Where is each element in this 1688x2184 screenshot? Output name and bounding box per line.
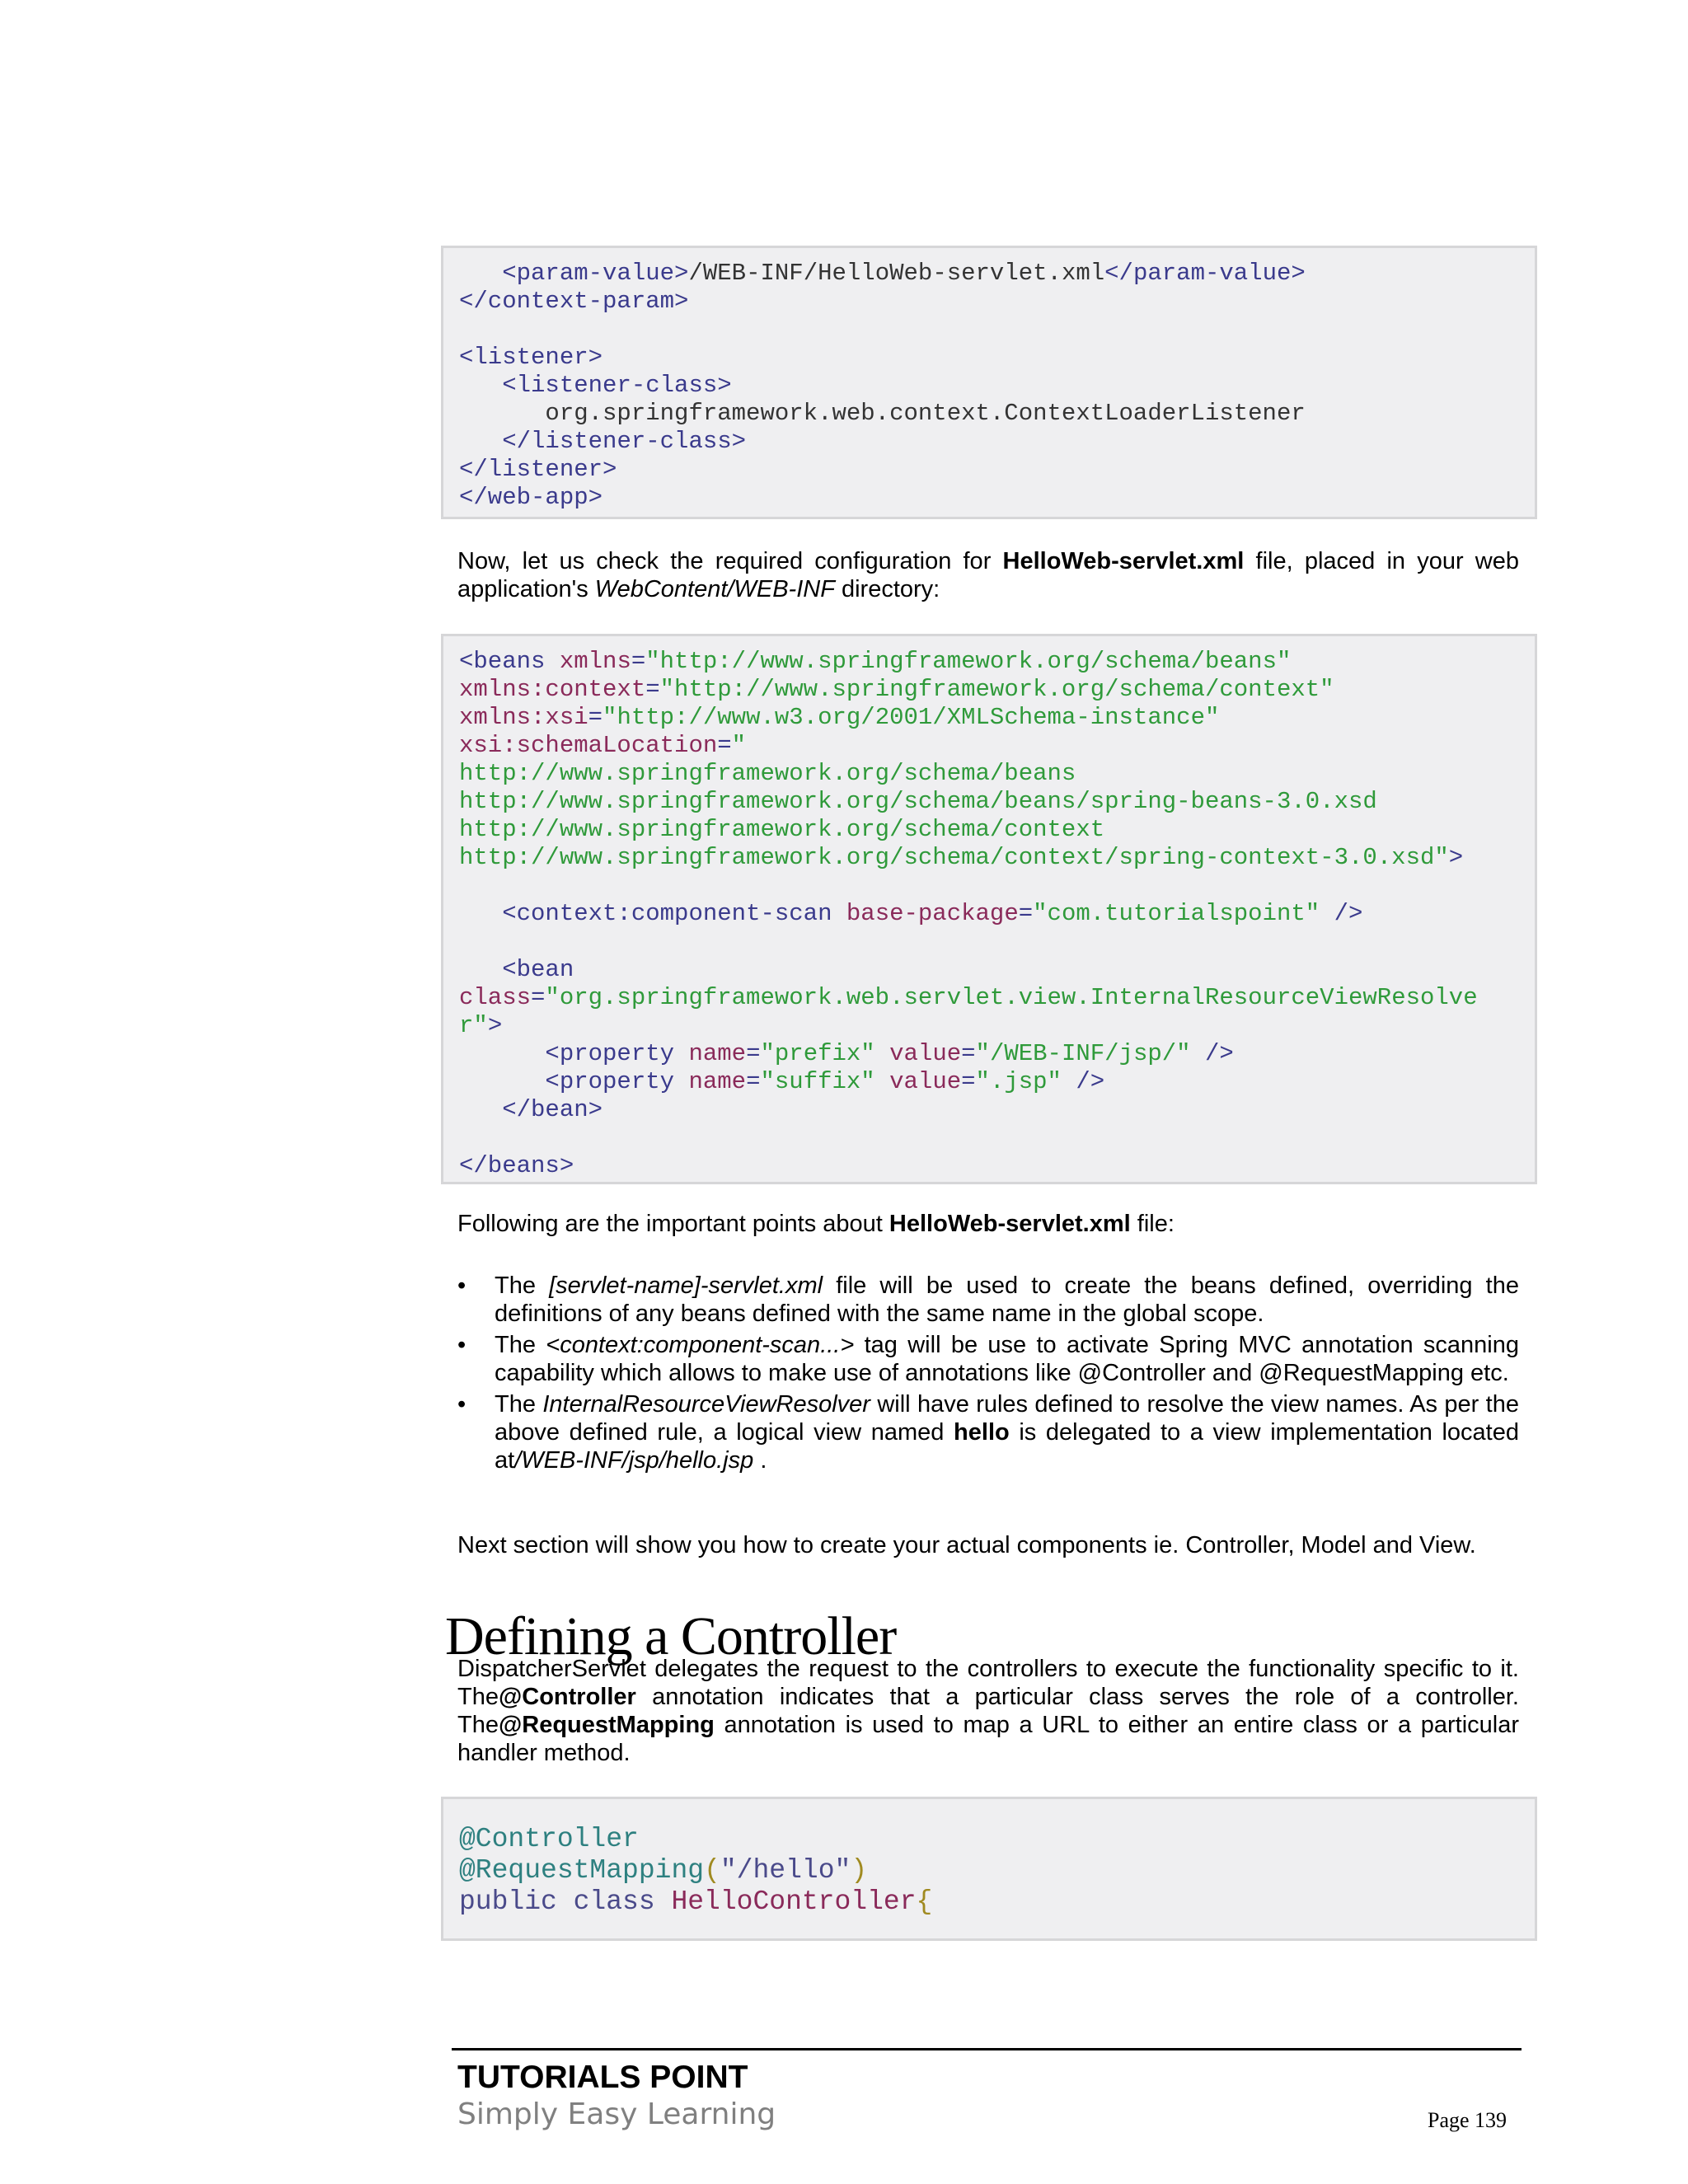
code-token: = [631,648,646,675]
code-line [459,928,1535,956]
bullet-marker: • [457,1391,467,1418]
code-block-controller [441,1797,1537,1941]
code-line [459,956,1535,984]
code-token: http://www.springframework.org/schema/context [459,816,1105,843]
code-line [459,1068,1535,1096]
code-token: /> [1061,1068,1105,1095]
code-token: xsi:schemaLocation [459,732,718,759]
code-token: http://www.springframework.org/schema/beans/spring-beans-3.0.xsd [459,788,1377,815]
code-token: </listener> [459,456,617,483]
code-token: </web-app> [459,484,603,511]
code-token: </bean> [502,1096,603,1123]
code-block-servlet-xml [441,634,1537,1184]
code-token: xmlns:xsi [459,704,588,731]
code-token: = [645,676,660,703]
list-item: • The InternalResourceViewResolver will have rules defined to resolve the view names. As per the above defined rule, a logical view named hello is delegated to a view implementation located at/WEB-INF/jsp/hello.jsp . [457,1391,1519,1474]
code-line [459,704,1535,732]
code-token: http://www.springframework.org/schema/context/spring-context-3.0.xsd" [459,844,1449,871]
code-token: <property [545,1040,689,1067]
code-token: </listener-class> [502,428,747,455]
code-token: "org.springframework.web.servlet.view.InternalResourceViewResolve [545,984,1478,1011]
code-token: <listener-class> [502,372,732,399]
code-token: ( [704,1855,720,1886]
code-line [459,316,1535,344]
code-token: = [531,984,546,1011]
paragraph-config-intro: Now, let us check the required configuration for HelloWeb-servlet.xml file, placed in your web application's WebContent/WEB-INF directory: [457,548,1519,602]
footer-brand: TUTORIALS POINT [457,2060,748,2095]
code-token: "http://www.w3.org/2001/XMLSchema-instance" [603,704,1220,731]
code-token: @Controller [459,1824,639,1854]
code-token: "http://www.springframework.org/schema/context" [659,676,1334,703]
code-token [459,956,502,983]
paragraph-points-intro: Following are the important points about HelloWeb-servlet.xml file: [457,1211,1175,1237]
code-line [459,456,1535,484]
code-line [459,872,1535,900]
code-token: = [746,1040,761,1067]
code-line [459,676,1535,704]
code-token: <param-value> [502,260,689,287]
code-line [459,260,1535,288]
footer-tagline: Simply Easy Learning [457,2097,776,2131]
code-token: <bean [502,956,574,983]
list-item: • The <context:component-scan...> tag will be use to activate Spring MVC annotation scanning capability which allows to make use of annotations like @Controller and @RequestMapping etc. [457,1332,1519,1386]
code-block-web-xml [441,246,1537,519]
code-token: <beans [459,648,560,675]
list-item: • The [servlet-name]-servlet.xml file will be used to create the beans defined, overriding the definitions of any beans defined with the same name in the global scope. [457,1272,1519,1327]
code-token: { [916,1886,933,1917]
code-line [459,1040,1535,1068]
code-line [459,288,1535,316]
code-token: "/hello" [720,1855,851,1886]
code-token: = [1018,900,1034,927]
code-token: <property [545,1068,689,1095]
code-line [459,1096,1535,1124]
code-line [459,1124,1535,1152]
code-token: name [688,1040,747,1067]
code-token: /> [1190,1040,1234,1067]
code-token: "/WEB-INF/jsp/" [975,1040,1191,1067]
code-token: </param-value> [1104,260,1306,287]
code-line [459,788,1535,816]
code-token: base-package [846,900,1019,927]
code-token [875,1068,889,1095]
code-token: http://www.springframework.org/schema/beans [459,760,1076,787]
code-token [459,372,502,399]
bullet-marker: • [457,1272,467,1299]
code-token [875,1040,889,1067]
code-token: > [487,1012,503,1039]
code-line [459,844,1535,872]
code-token: ) [851,1855,868,1886]
code-token: "com.tutorialspoint" [1033,900,1320,927]
code-token: HelloController [671,1886,917,1917]
code-token: xmlns:context [459,676,646,703]
code-token: > [1448,844,1464,871]
code-token: @RequestMapping [459,1855,705,1886]
code-line [459,1012,1535,1040]
code-token: org.springframework.web.context.ContextLoaderListener [459,400,1306,427]
page-number: Page 139 [1428,2108,1507,2132]
code-line [459,428,1535,456]
code-token: "http://www.springframework.org/schema/beans" [645,648,1292,675]
code-token [459,1040,545,1067]
footer-divider [452,2048,1522,2050]
bullet-marker: • [457,1332,467,1358]
code-line [459,732,1535,760]
code-line [459,816,1535,844]
code-token [459,1096,502,1123]
code-token: value [889,1068,962,1095]
code-token: = [588,704,603,731]
code-token: "suffix" [760,1068,875,1095]
code-line [459,900,1535,928]
code-line [459,760,1535,788]
code-line [459,984,1535,1012]
code-token: r" [459,1012,488,1039]
code-token: ".jsp" [975,1068,1062,1095]
section-heading: Defining a Controller [445,1606,897,1666]
code-token: " [731,732,747,759]
code-token: name [688,1068,747,1095]
code-line [459,1152,1535,1180]
code-line [459,1855,1535,1886]
code-token: = [717,732,732,759]
code-token: = [746,1068,761,1095]
code-token: value [889,1040,962,1067]
code-token: xmlns [559,648,631,675]
code-token: public class [459,1886,672,1917]
code-line [459,1824,1535,1855]
code-line [459,372,1535,400]
bullet-list [457,1272,1519,1478]
paragraph-controller-intro: DispatcherServlet delegates the request to the controllers to execute the functionality specific to it. The@Controller annotation indicates that a particular class serves the role of a controller. The@RequestMapping annotation is used to map a URL to either an entire class or a particular handler method. [457,1656,1519,1766]
code-token [459,428,502,455]
code-line [459,344,1535,372]
code-line [459,648,1535,676]
code-token: </beans> [459,1152,574,1179]
code-line [459,400,1535,428]
code-token: = [961,1040,976,1067]
code-token: <listener> [459,344,603,371]
code-token: /WEB-INF/HelloWeb-servlet.xml [688,260,1105,287]
code-line [459,484,1535,512]
code-token [459,1068,545,1095]
code-token: </context-param> [459,288,689,315]
paragraph-next-section: Next section will show you how to create your actual components ie. Controller, Model and View. [457,1532,1476,1558]
code-token [459,900,502,927]
code-token: = [961,1068,976,1095]
code-token: class [459,984,532,1011]
code-token [459,260,502,287]
code-token: "prefix" [760,1040,875,1067]
code-line [459,1886,1535,1918]
code-token: /> [1320,900,1363,927]
code-token: <context:component-scan [502,900,846,927]
